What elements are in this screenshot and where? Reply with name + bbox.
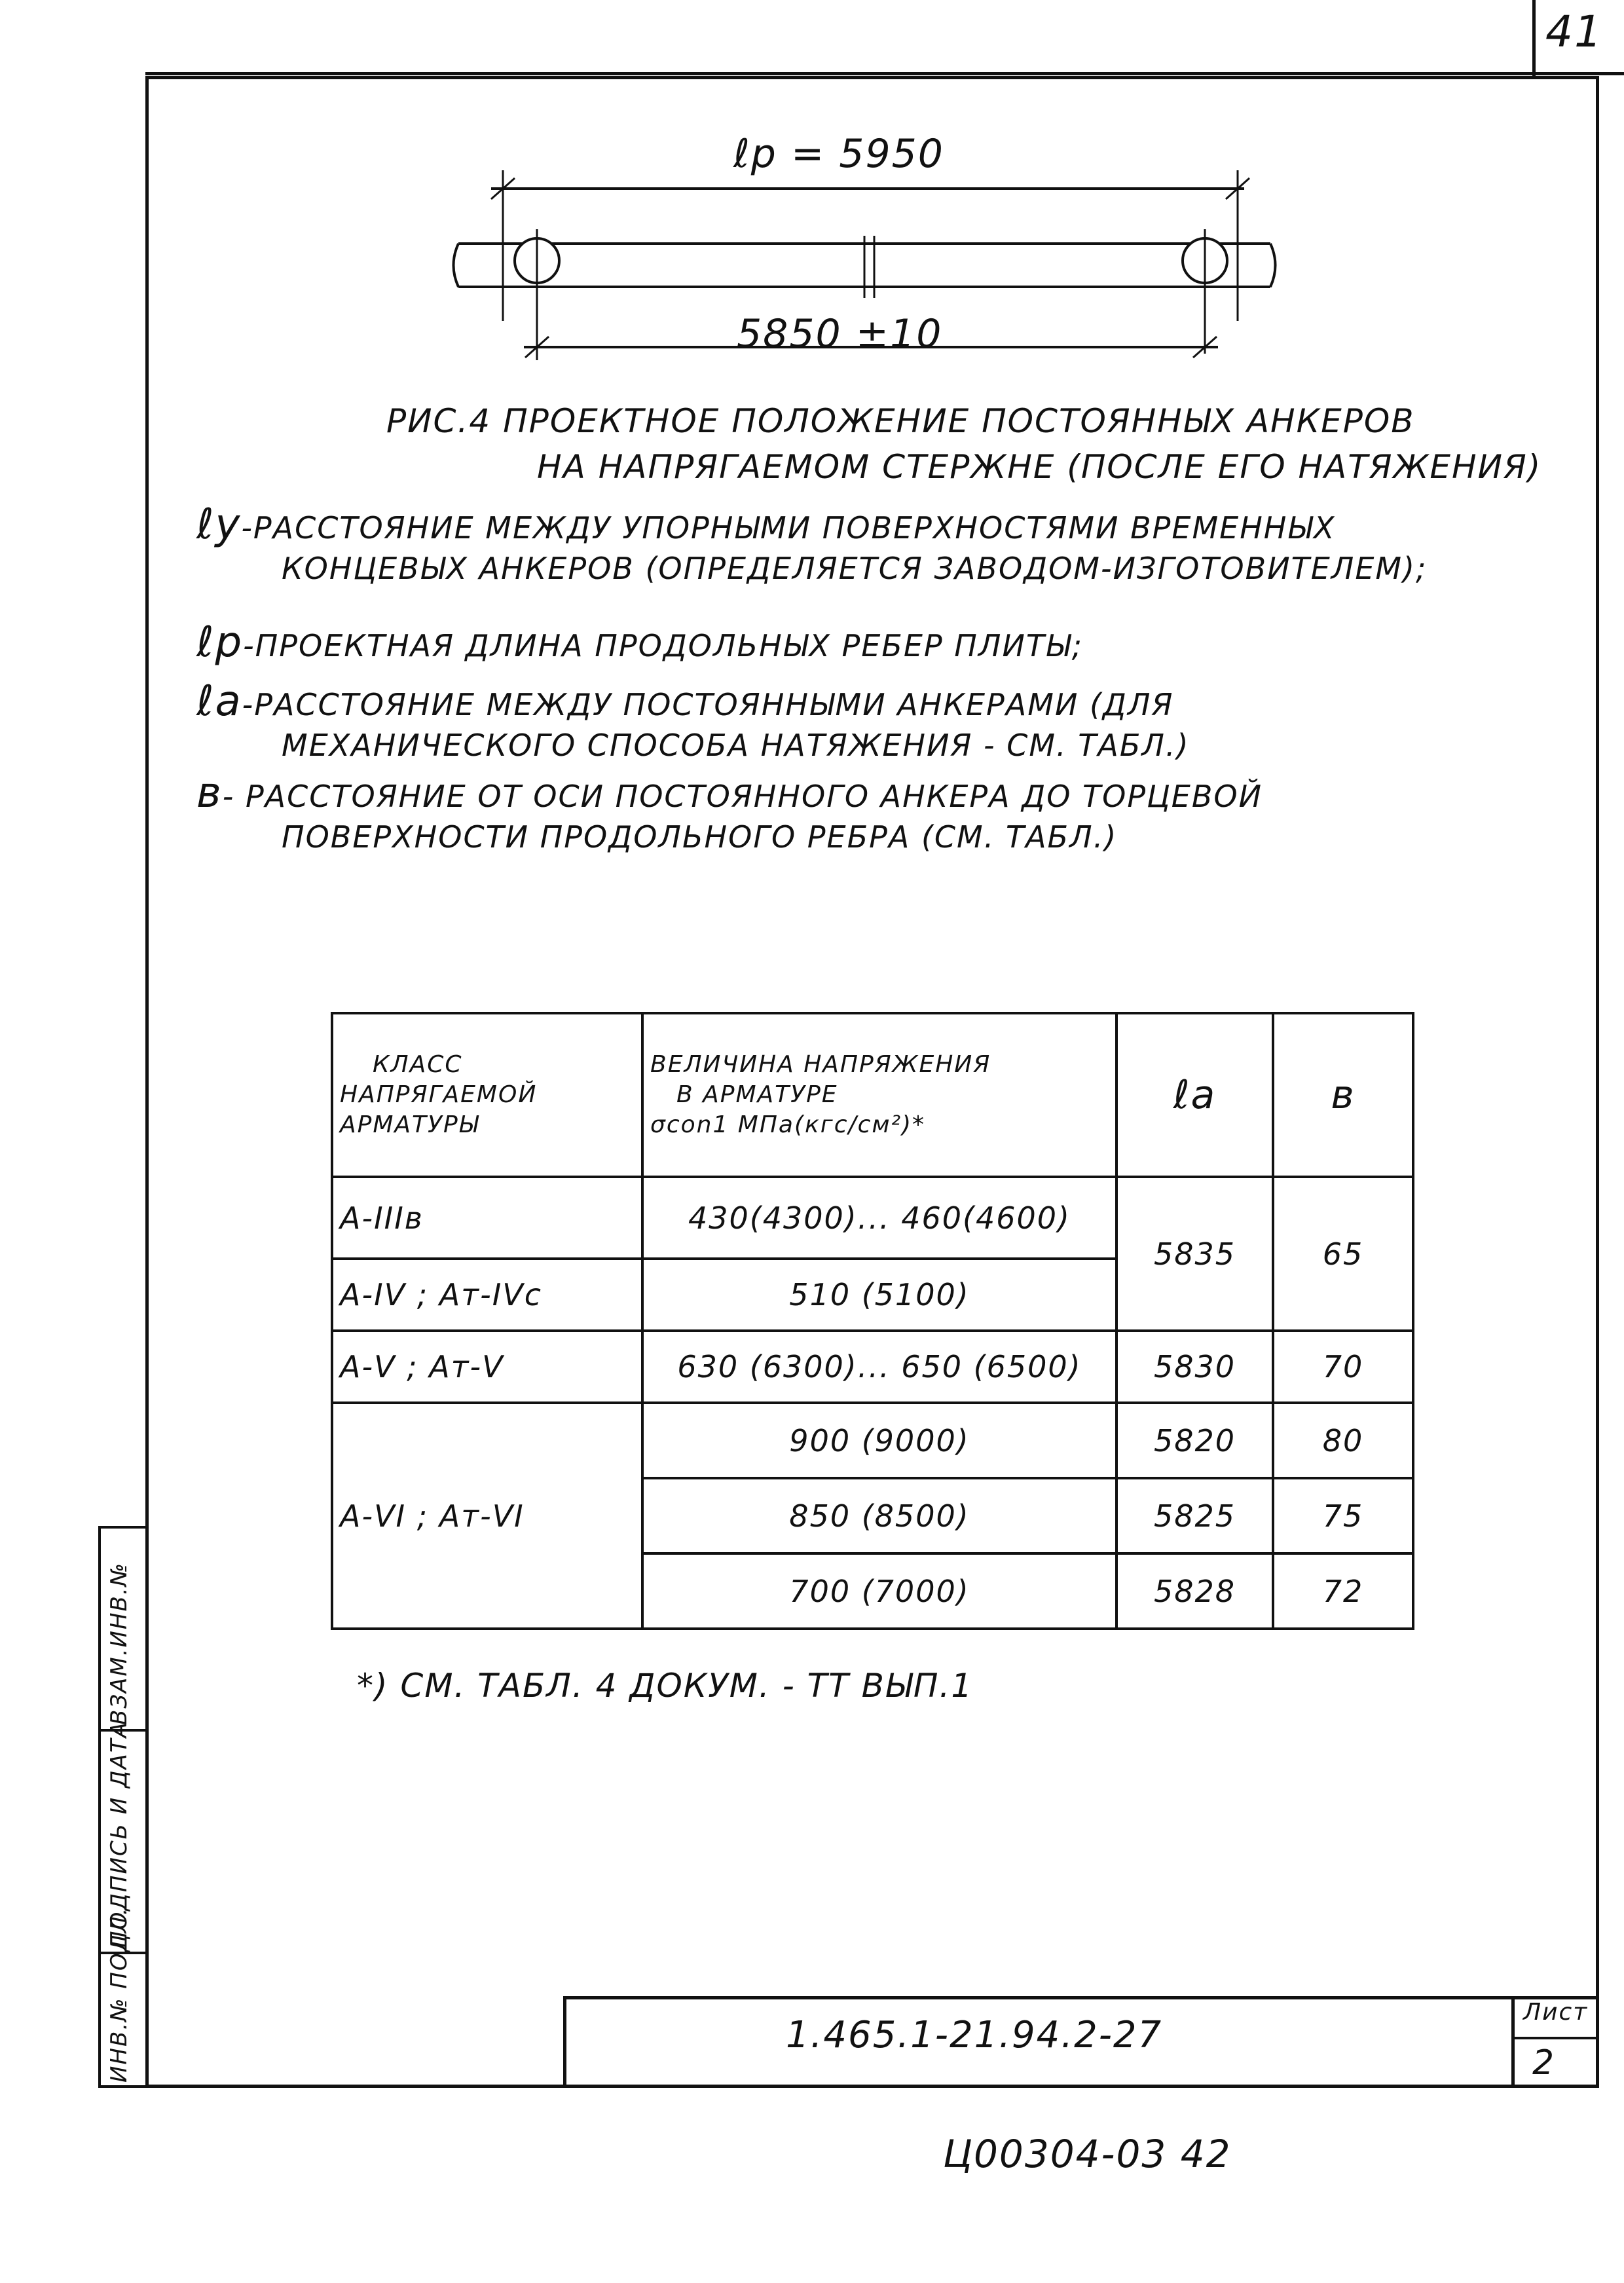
table-row (332, 1331, 1413, 1403)
cell-la: 5835 (1116, 1177, 1273, 1331)
cell-stress: 630 (6300)... 650 (6500) (642, 1331, 1116, 1403)
definition-ly (196, 500, 1572, 589)
archive-code: Ц00304-03 42 (943, 2132, 1232, 2176)
definition-symbol: ℓу (196, 500, 242, 549)
header-la: ℓа (1116, 1013, 1273, 1177)
corner-tick (1532, 0, 1536, 76)
definition-text-cont: МЕХАНИЧЕСКОГО СПОСОБА НАТЯЖЕНИЯ - СМ. ТАБЛ.) (282, 728, 1190, 763)
cell-b: 72 (1273, 1553, 1413, 1629)
cell-la: 5828 (1116, 1553, 1273, 1629)
binding-strip (98, 1526, 145, 2088)
strip-cell-replacement: ВЗАМ.ИНВ.№ (101, 1529, 145, 1732)
cell-stress: 510 (5100) (642, 1259, 1116, 1331)
definition-symbol: ℓр (196, 618, 244, 667)
sheet-number: 2 (1532, 2043, 1556, 2083)
table-row (332, 1403, 1413, 1478)
title-block-separator-horizontal (1511, 2037, 1599, 2039)
cell-b: 75 (1273, 1478, 1413, 1553)
header-class: КЛАСС НАПРЯГАЕМОЙ АРМАТУРЫ (332, 1013, 642, 1177)
cell-class: А-VI ; Ат-VI (332, 1403, 642, 1629)
cell-class: А-IV ; Ат-IVс (332, 1259, 642, 1331)
definition-text: - РАССТОЯНИЕ ОТ ОСИ ПОСТОЯННОГО АНКЕРА ДО ТОРЦЕВОЙ (222, 779, 1263, 814)
definition-text: -ПРОЕКТНАЯ ДЛИНА ПРОДОЛЬНЫХ РЕБЕР ПЛИТЫ; (243, 628, 1084, 663)
definition-symbol: ℓа (196, 677, 242, 726)
strip-cell-inventory: ИНВ.№ ПОДЛ. (106, 1906, 132, 2083)
cell-stress: 850 (8500) (642, 1478, 1116, 1553)
definition-text-cont: КОНЦЕВЫХ АНКЕРОВ (ОПРЕДЕЛЯЕТСЯ ЗАВОДОМ-ИЗГОТОВИТЕЛЕМ); (282, 551, 1428, 586)
definition-text: -РАССТОЯНИЕ МЕЖДУ ПОСТОЯННЫМИ АНКЕРАМИ (ДЛЯ (242, 687, 1174, 722)
inner-dimension-label: 5850 ±10 (737, 311, 943, 357)
table-header-row (332, 1013, 1413, 1177)
top-border-line (145, 72, 1624, 75)
header-stress: ВЕЛИЧИНА НАПРЯЖЕНИЯ В АРМАТУРЕ σcon1 МПа(кгс/см²)* (642, 1013, 1116, 1177)
table-row (332, 1177, 1413, 1259)
definition-lp (196, 618, 1572, 667)
title-block-separator (1511, 1996, 1515, 2088)
cell-la: 5825 (1116, 1478, 1273, 1553)
document-code: 1.465.1-21.94.2-27 (786, 2014, 1163, 2056)
cell-class: А-V ; Ат-V (332, 1331, 642, 1403)
cell-la: 5820 (1116, 1403, 1273, 1478)
figure-caption-line2: НА НАПРЯГАЕМОМ СТЕРЖНЕ (ПОСЛЕ ЕГО НАТЯЖЕНИЯ) (537, 448, 1542, 486)
table-footnote: *) СМ. ТАБЛ. 4 ДОКУМ. - ТТ ВЫП.1 (357, 1667, 974, 1705)
header-b: в (1273, 1013, 1413, 1177)
definition-b (196, 769, 1572, 857)
cell-la: 5830 (1116, 1331, 1273, 1403)
cell-class: А-IIIв (332, 1177, 642, 1259)
corner-sheet-number: 41 (1545, 7, 1603, 57)
lp-dimension-label: ℓр = 5950 (733, 131, 944, 177)
cell-b: 70 (1273, 1331, 1413, 1403)
figure-caption-line1: РИС.4 ПРОЕКТНОЕ ПОЛОЖЕНИЕ ПОСТОЯННЫХ АНКЕРОВ (386, 402, 1415, 440)
cell-stress: 900 (9000) (642, 1403, 1116, 1478)
cell-b: 80 (1273, 1403, 1413, 1478)
sheet-label: Лист (1523, 1999, 1589, 2026)
definition-text-cont: ПОВЕРХНОСТИ ПРОДОЛЬНОГО РЕБРА (СМ. ТАБЛ.) (282, 819, 1118, 855)
cell-stress: 430(4300)... 460(4600) (642, 1177, 1116, 1259)
cell-b: 65 (1273, 1177, 1413, 1331)
cell-stress: 700 (7000) (642, 1553, 1116, 1629)
definition-symbol: в (196, 769, 223, 817)
anchor-table (331, 1012, 1414, 1630)
definition-text: -РАССТОЯНИЕ МЕЖДУ УПОРНЫМИ ПОВЕРХНОСТЯМИ ВРЕМЕННЫХ (241, 510, 1336, 546)
definition-la (196, 677, 1572, 766)
strip-cell-signature: ПОДПИСЬ И ДАТА (101, 1732, 145, 1954)
